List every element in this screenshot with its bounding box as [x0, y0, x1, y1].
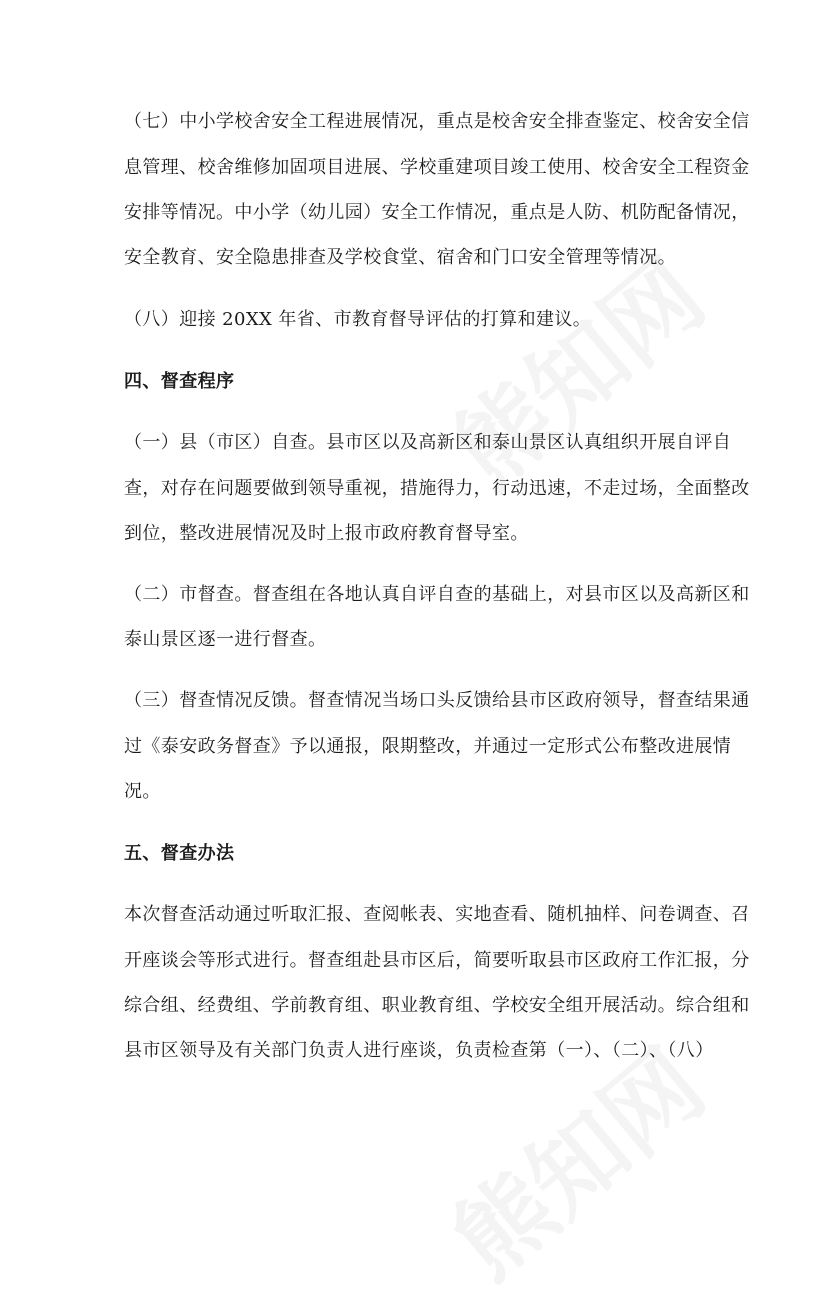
- paragraph-line: 到位，整改进展情况及时上报市政府教育督导室。: [124, 523, 529, 544]
- paragraph-line: （八）迎接 20XX 年省、市教育督导评估的打算和建议。: [124, 309, 592, 330]
- section-heading: 五、督查办法: [124, 843, 235, 864]
- paragraph-line: 泰山景区逐一进行督查。: [124, 629, 327, 650]
- paragraph-line: 安排等情况。中小学（幼儿园）安全工作情况，重点是人防、机防配备情况，: [124, 202, 750, 223]
- paragraph-line: 综合组、经费组、学前教育组、职业教育组、学校安全组开展活动。综合组和: [124, 995, 750, 1016]
- paragraph-line: 查，对存在问题要做到领导重视，措施得力，行动迅速，不走过场，全面整改: [124, 478, 750, 499]
- paragraph-line: 县市区领导及有关部门负责人进行座谈，负责检查第（一）、（二）、（八）: [124, 1040, 714, 1061]
- paragraph-line: （七）中小学校舍安全工程进展情况，重点是校舍安全排查鉴定、校舍安全信: [124, 111, 750, 132]
- paragraph-line: （三）督查情况反馈。督查情况当场口头反馈给县市区政府领导，督查结果通: [124, 690, 750, 711]
- paragraph-line: 开座谈会等形式进行。督查组赴县市区后，简要听取县市区政府工作汇报，分: [124, 950, 750, 971]
- paragraph-line: （一）县（市区）自查。县市区以及高新区和泰山景区认真组织开展自评自: [124, 432, 732, 453]
- paragraph-line: 过《泰安政务督查》予以通报，限期整改，并通过一定形式公布整改进展情: [124, 736, 732, 757]
- paragraph-line: 况。: [124, 781, 161, 802]
- paragraph-line: 本次督查活动通过听取汇报、查阅帐表、实地查看、随机抽样、问卷调查、召: [124, 904, 750, 925]
- paragraph-line: 息管理、校舍维修加固项目进展、学校重建项目竣工使用、校舍安全工程资金: [124, 157, 750, 178]
- section-heading: 四、督查程序: [124, 371, 235, 392]
- paragraph-line: （二）市督查。督查组在各地认真自评自查的基础上，对县市区以及高新区和: [124, 584, 750, 605]
- paragraph-line: 安全教育、安全隐患排查及学校食堂、宿舍和门口安全管理等情况。: [124, 247, 676, 268]
